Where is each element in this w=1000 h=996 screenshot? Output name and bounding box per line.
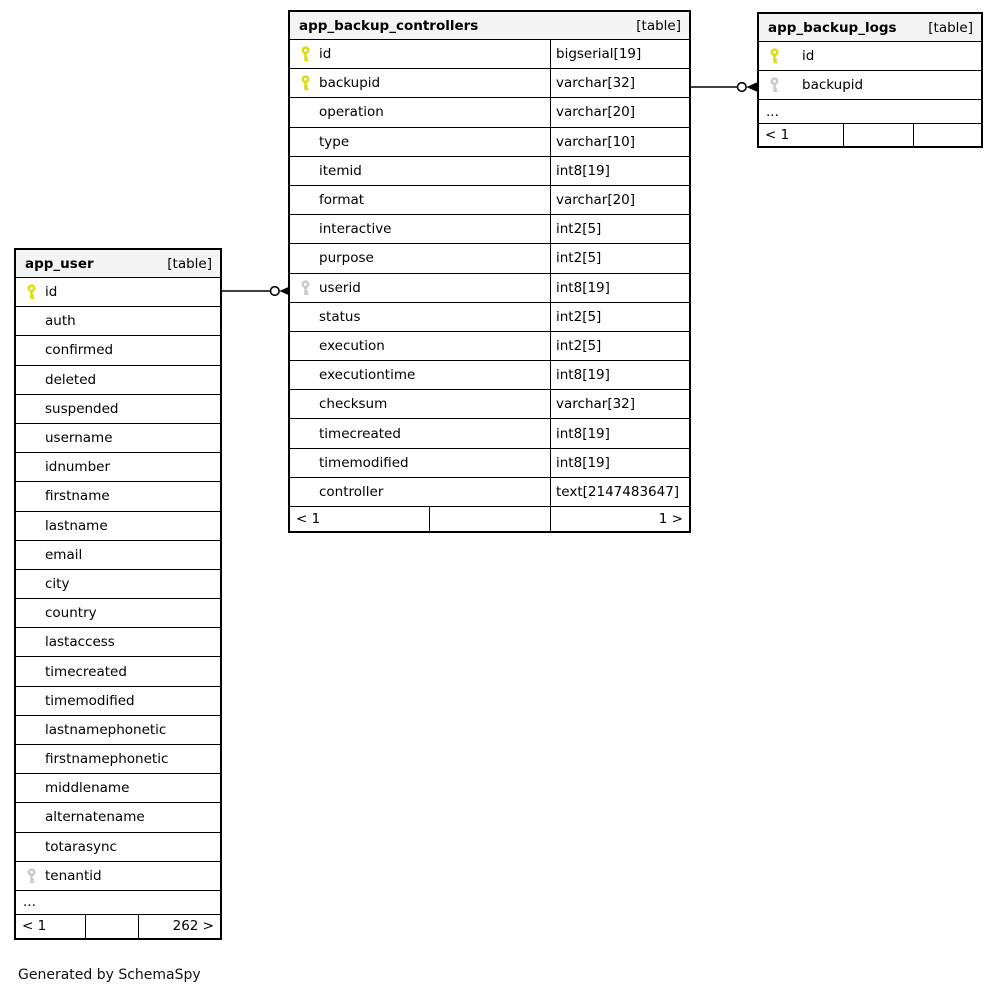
table-app-user[interactable] bbox=[14, 248, 222, 940]
column-name: alternatename bbox=[45, 809, 145, 826]
key-icon bbox=[300, 367, 312, 383]
column-type: int2[5] bbox=[550, 244, 689, 272]
column-row bbox=[16, 599, 220, 628]
fk-connector-controllers-backupid-to-logs-backupid bbox=[691, 79, 759, 95]
column-name: format bbox=[319, 192, 365, 209]
key-icon bbox=[26, 780, 38, 796]
column-name: idnumber bbox=[45, 459, 111, 476]
table-name: app_backup_logs bbox=[768, 19, 897, 36]
column-name: city bbox=[45, 575, 70, 592]
column-name: lastaccess bbox=[45, 634, 115, 651]
column-name: lastname bbox=[45, 517, 108, 534]
column-name: status bbox=[319, 308, 361, 325]
column-row bbox=[16, 541, 220, 570]
column-name: email bbox=[45, 546, 83, 563]
column-row bbox=[16, 774, 220, 803]
column-name: confirmed bbox=[45, 342, 114, 359]
column-row bbox=[16, 395, 220, 424]
column-name: firstname bbox=[45, 488, 110, 505]
column-row bbox=[290, 244, 689, 273]
column-type: varchar[20] bbox=[550, 98, 689, 126]
column-name: username bbox=[45, 430, 113, 447]
table-type-label: [table] bbox=[928, 19, 973, 36]
key-icon bbox=[26, 547, 38, 563]
key-icon bbox=[26, 693, 38, 709]
column-type: int8[19] bbox=[550, 361, 689, 389]
key-icon bbox=[26, 372, 38, 388]
column-row bbox=[16, 424, 220, 453]
column-type: int2[5] bbox=[550, 215, 689, 243]
key-icon bbox=[26, 518, 38, 534]
key-icon bbox=[26, 722, 38, 738]
column-name: backupid bbox=[802, 77, 864, 94]
column-name: itemid bbox=[319, 162, 362, 179]
column-type: int8[19] bbox=[550, 274, 689, 302]
key-icon bbox=[769, 48, 781, 64]
key-icon bbox=[300, 426, 312, 442]
column-row bbox=[16, 803, 220, 832]
table-type-label: [table] bbox=[167, 255, 212, 272]
table-header-app-user bbox=[16, 250, 220, 278]
ellipsis-row: ... bbox=[16, 891, 220, 915]
column-name: firstnamephonetic bbox=[45, 751, 169, 768]
column-name: timecreated bbox=[319, 425, 401, 442]
key-icon bbox=[26, 401, 38, 417]
column-row bbox=[16, 570, 220, 599]
column-row bbox=[16, 716, 220, 745]
column-name: auth bbox=[45, 313, 76, 330]
column-row bbox=[290, 419, 689, 448]
key-icon bbox=[26, 809, 38, 825]
column-row bbox=[759, 42, 981, 71]
table-header-app-backup-controllers bbox=[290, 12, 689, 40]
column-name: id bbox=[45, 284, 58, 301]
column-name: tenantid bbox=[45, 867, 102, 884]
column-name: totarasync bbox=[45, 838, 117, 855]
column-row bbox=[16, 366, 220, 395]
key-icon bbox=[26, 605, 38, 621]
key-icon bbox=[26, 634, 38, 650]
column-row bbox=[16, 745, 220, 774]
key-icon bbox=[26, 342, 38, 358]
key-icon bbox=[26, 868, 38, 884]
column-type: varchar[32] bbox=[550, 390, 689, 418]
column-name: operation bbox=[319, 104, 384, 121]
footer-middle-cell bbox=[430, 507, 551, 531]
key-icon bbox=[26, 576, 38, 592]
footer-children-count: 1 > bbox=[658, 511, 683, 527]
key-icon bbox=[300, 75, 312, 91]
key-icon bbox=[300, 46, 312, 62]
column-name: lastnamephonetic bbox=[45, 721, 167, 738]
key-icon bbox=[26, 751, 38, 767]
fk-connector-user-id-to-controllers-userid bbox=[222, 283, 290, 299]
column-name: middlename bbox=[45, 780, 130, 797]
column-type: varchar[10] bbox=[550, 128, 689, 156]
key-icon bbox=[300, 484, 312, 500]
key-icon bbox=[26, 430, 38, 446]
key-icon bbox=[300, 104, 312, 120]
key-icon bbox=[300, 338, 312, 354]
table-footer bbox=[759, 124, 981, 146]
column-name: type bbox=[319, 133, 350, 150]
column-row bbox=[290, 332, 689, 361]
column-row bbox=[290, 186, 689, 215]
column-name: executiontime bbox=[319, 367, 416, 384]
footer-parents-count: < 1 bbox=[16, 915, 86, 938]
key-icon bbox=[300, 455, 312, 471]
footer-children-count: 262 > bbox=[172, 918, 214, 935]
column-name: timemodified bbox=[319, 454, 409, 471]
table-type-label: [table] bbox=[636, 17, 681, 34]
table-name: app_backup_controllers bbox=[299, 17, 479, 34]
column-row bbox=[16, 512, 220, 541]
column-row bbox=[16, 687, 220, 716]
key-icon bbox=[300, 163, 312, 179]
key-icon bbox=[26, 459, 38, 475]
key-icon bbox=[26, 664, 38, 680]
column-row bbox=[16, 307, 220, 336]
column-name: id bbox=[319, 46, 332, 63]
column-row bbox=[290, 361, 689, 390]
table-footer bbox=[16, 915, 220, 938]
column-row bbox=[290, 69, 689, 98]
ellipsis-row: ... bbox=[759, 100, 981, 124]
column-row bbox=[16, 628, 220, 657]
column-name: timecreated bbox=[45, 663, 127, 680]
column-name: interactive bbox=[319, 221, 392, 238]
column-row bbox=[290, 98, 689, 127]
column-row bbox=[290, 303, 689, 332]
key-icon bbox=[300, 134, 312, 150]
generated-by-caption: Generated by SchemaSpy bbox=[18, 967, 201, 983]
table-app-backup-logs[interactable] bbox=[757, 12, 983, 148]
column-type: int8[19] bbox=[550, 449, 689, 477]
key-icon bbox=[300, 396, 312, 412]
column-type: int8[19] bbox=[550, 419, 689, 447]
column-type: int2[5] bbox=[550, 303, 689, 331]
column-row bbox=[16, 862, 220, 891]
key-icon bbox=[300, 280, 312, 296]
column-row bbox=[16, 278, 220, 307]
column-row bbox=[16, 482, 220, 511]
key-icon bbox=[300, 250, 312, 266]
column-name: country bbox=[45, 605, 97, 622]
column-list bbox=[759, 42, 981, 100]
column-name: checksum bbox=[319, 396, 388, 413]
column-name: purpose bbox=[319, 250, 374, 267]
column-row bbox=[16, 833, 220, 862]
footer-children-count bbox=[914, 124, 981, 146]
column-row bbox=[290, 274, 689, 303]
column-list bbox=[290, 40, 689, 507]
column-row bbox=[16, 657, 220, 686]
column-row bbox=[290, 128, 689, 157]
column-name: deleted bbox=[45, 371, 97, 388]
column-row bbox=[290, 157, 689, 186]
table-footer bbox=[290, 507, 689, 531]
column-type: int8[19] bbox=[550, 157, 689, 185]
column-name: execution bbox=[319, 337, 385, 354]
column-name: id bbox=[802, 48, 815, 65]
key-icon bbox=[769, 77, 781, 93]
column-row bbox=[290, 215, 689, 244]
column-name: userid bbox=[319, 279, 361, 296]
footer-parents-count: < 1 bbox=[759, 124, 844, 146]
table-header-app-backup-logs bbox=[759, 14, 981, 42]
column-row bbox=[290, 40, 689, 69]
key-icon bbox=[26, 488, 38, 504]
key-icon bbox=[26, 313, 38, 329]
column-type: varchar[20] bbox=[550, 186, 689, 214]
column-type: text[2147483647] bbox=[550, 478, 689, 506]
column-list bbox=[16, 278, 220, 891]
column-row bbox=[16, 336, 220, 365]
key-icon bbox=[300, 192, 312, 208]
column-row bbox=[290, 390, 689, 419]
column-row bbox=[290, 478, 689, 507]
column-row bbox=[759, 71, 981, 100]
column-name: backupid bbox=[319, 75, 381, 92]
column-name: suspended bbox=[45, 400, 119, 417]
key-icon bbox=[300, 309, 312, 325]
footer-parents-count: < 1 bbox=[290, 507, 430, 531]
key-icon bbox=[26, 839, 38, 855]
column-name: timemodified bbox=[45, 692, 135, 709]
column-type: bigserial[19] bbox=[550, 40, 689, 68]
column-type: int2[5] bbox=[550, 332, 689, 360]
table-name: app_user bbox=[25, 255, 94, 272]
column-type: varchar[32] bbox=[550, 69, 689, 97]
key-icon bbox=[300, 221, 312, 237]
footer-middle-cell bbox=[844, 124, 914, 146]
column-name: controller bbox=[319, 483, 384, 500]
table-app-backup-controllers[interactable] bbox=[288, 10, 691, 533]
column-row bbox=[16, 453, 220, 482]
footer-middle-cell bbox=[86, 915, 139, 938]
column-row bbox=[290, 449, 689, 478]
key-icon bbox=[26, 284, 38, 300]
